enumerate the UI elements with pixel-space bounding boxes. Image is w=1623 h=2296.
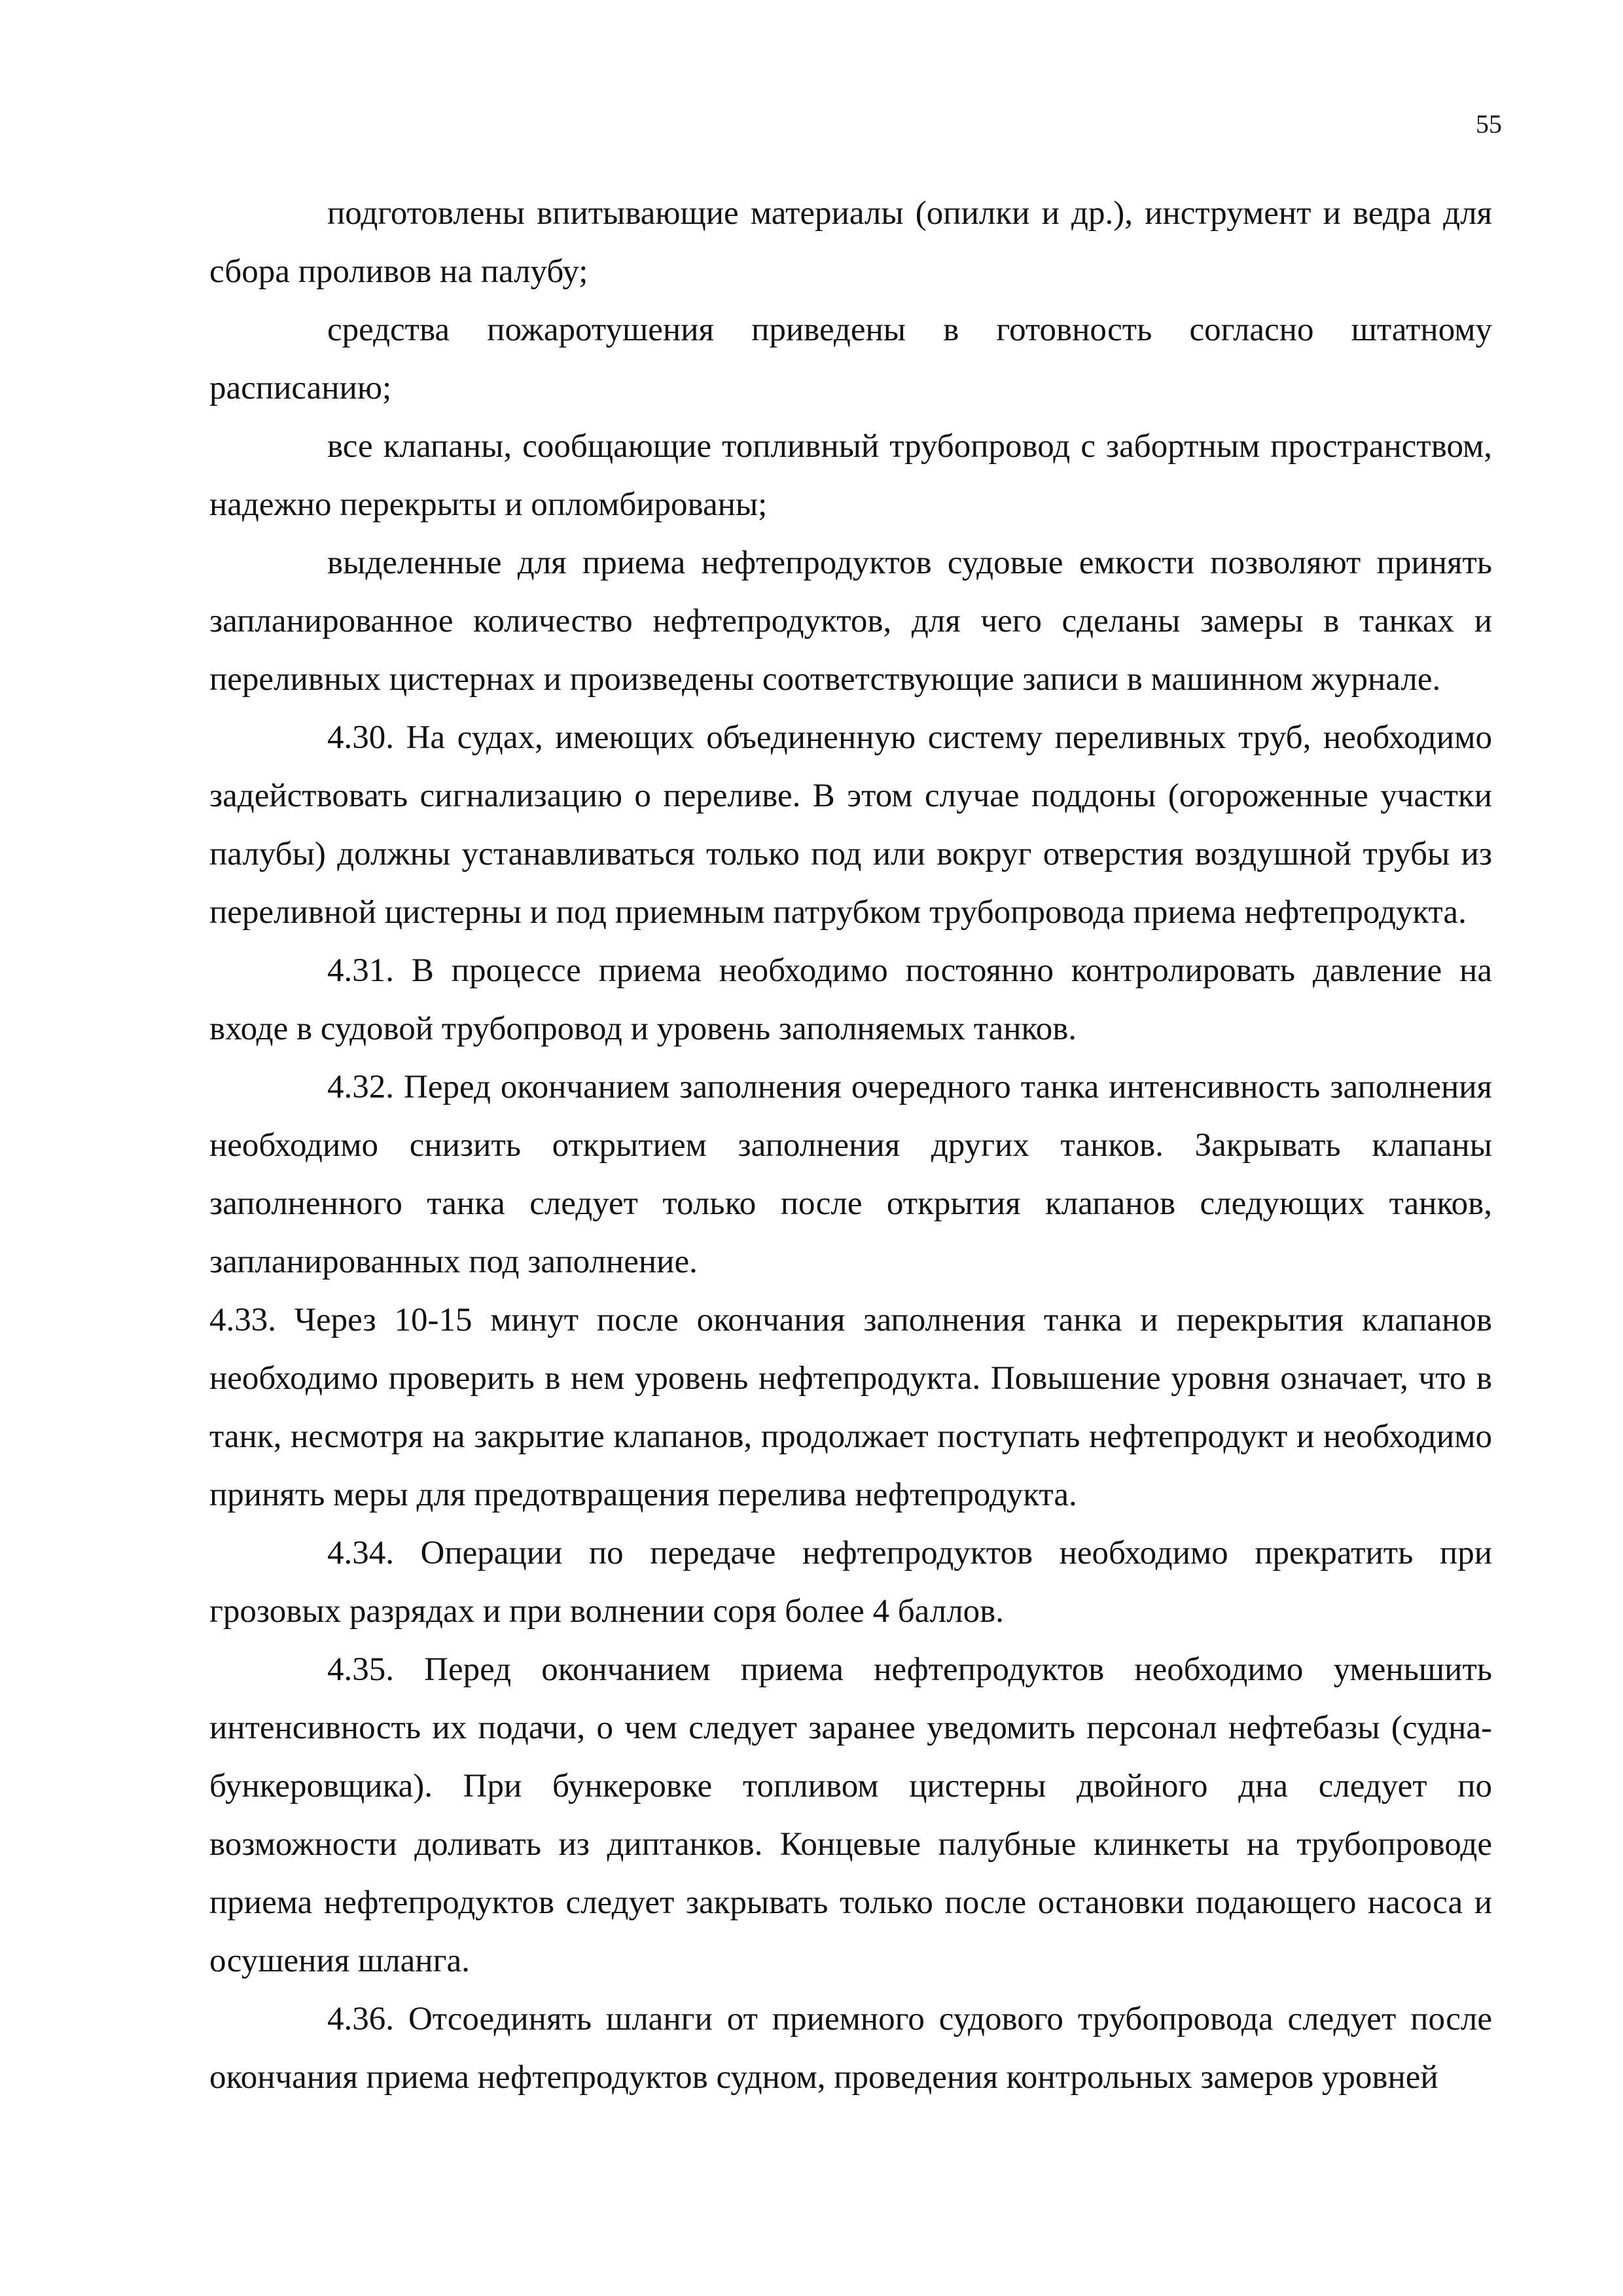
paragraph-ship-tanks: выделенные для приема нефтепродуктов судовые емкости позволяют принять запланированное количество нефтепродуктов, для чего сделаны замеры в танках и переливных цистернах и произведены соответствующие записи в машинном журнале. <box>209 545 1492 698</box>
page-number: 55 <box>1476 109 1502 139</box>
paragraph-absorbent-materials: подготовлены впитывающие материалы (опилки и др.), инструмент и ведра для сбора проливов на палубу; <box>209 195 1492 290</box>
paragraph-4-36: 4.36. Отсоединять шланги от приемного судового трубопровода следует после окончания приема нефтепродуктов судном, проведения контрольных замеров уровней <box>209 2001 1492 2096</box>
document-body <box>209 185 1492 2107</box>
paragraph-4-31: 4.31. В процессе приема необходимо постоянно контролировать давление на входе в судовой трубопровод и уровень заполняемых танков. <box>209 952 1492 1047</box>
paragraph-4-30: 4.30. На судах, имеющих объединенную систему переливных труб, необходимо задействовать сигнализацию о переливе. В этом случае поддоны (огороженные участки палубы) должны устанавливаться только под или вокруг отверстия воздушной трубы из переливной цистерны и под приемным патрубком трубопровода приема нефтепродукта. <box>209 719 1492 931</box>
paragraph-4-35: 4.35. Перед окончанием приема нефтепродуктов необходимо уменьшить интенсивность их подачи, о чем следует заранее уведомить персонал нефтебазы (судна-бункеровщика). При бункеровке топливом цистерны двойного дна следует по возможности доливать из диптанков. Концевые палубные клинкеты на трубопроводе приема нефтепродуктов следует закрывать только после остановки подающего насоса и осушения шланга. <box>209 1651 1492 1979</box>
paragraph-4-32: 4.32. Перед окончанием заполнения очередного танка интенсивность заполнения необходимо снизить открытием заполнения других танков. Закрывать клапаны заполненного танка следует только после открытия клапанов следующих танков, запланированных под заполнение. <box>209 1069 1492 1280</box>
paragraph-4-34: 4.34. Операции по передаче нефтепродуктов необходимо прекратить при грозовых разрядах и при волнении соря более 4 баллов. <box>209 1535 1492 1630</box>
paragraph-fire-extinguishing: средства пожаротушения приведены в готовность согласно штатному расписанию; <box>209 312 1492 406</box>
paragraph-valves-sealed: все клапаны, сообщающие топливный трубопровод с забортным пространством, надежно перекрыты и опломбированы; <box>209 428 1492 523</box>
paragraph-4-33: 4.33. Через 10-15 минут после окончания заполнения танка и перекрытия клапанов необходимо проверить в нем уровень нефтепродукта. Повышение уровня означает, что в танк, несмотря на закрытие клапанов, продолжает поступать нефтепродукт и необходимо принять меры для предотвращения перелива нефтепродукта. <box>209 1302 1492 1513</box>
